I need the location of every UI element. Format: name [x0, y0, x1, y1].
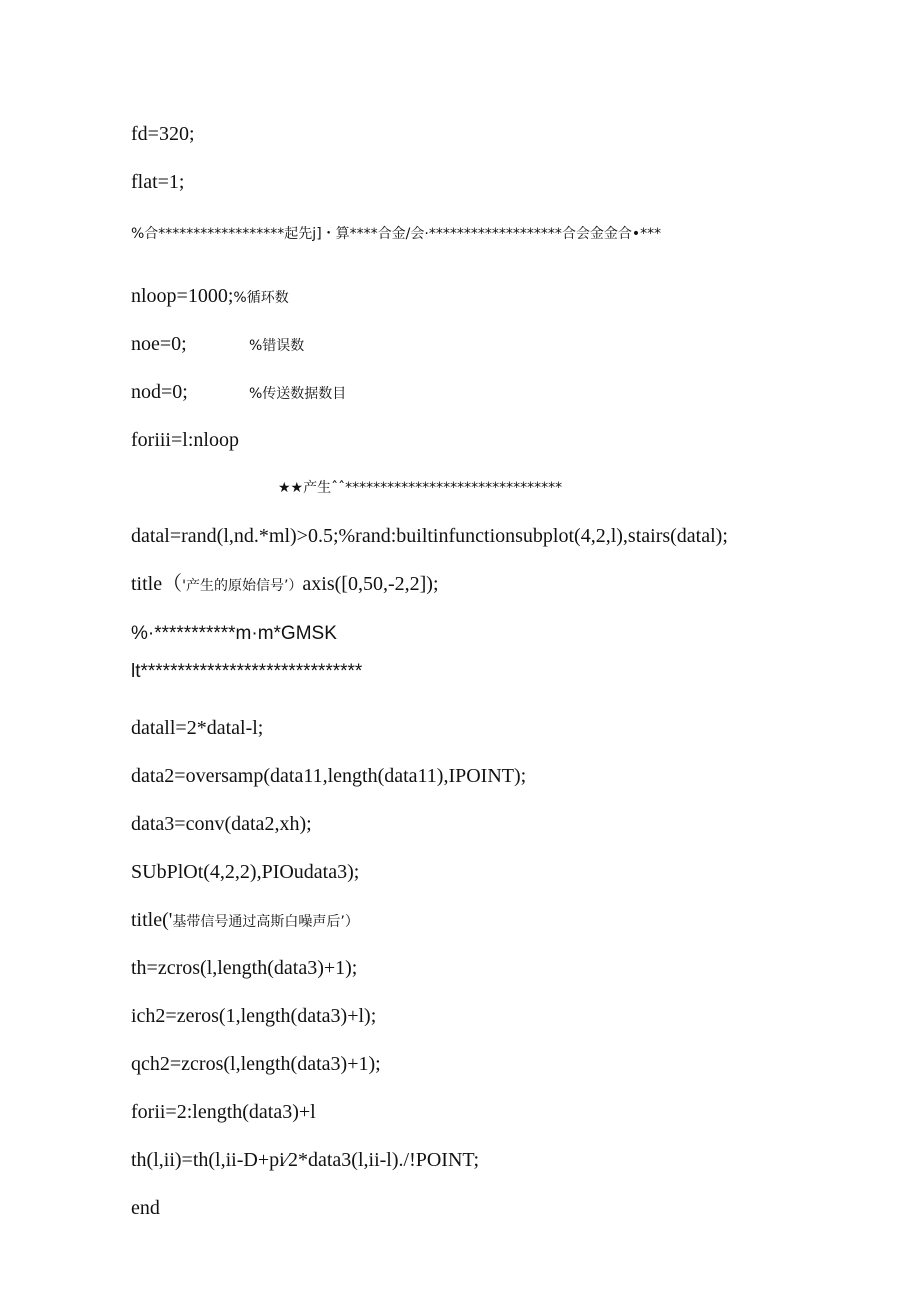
comment-lt-line: lt****************************** — [131, 661, 363, 682]
code-line-data2: data2=oversamp(data11,length(data11),IPOINT); — [131, 765, 527, 787]
code-line-th: th=zcros(l,length(data3)+1); — [131, 957, 358, 979]
code-text: nod=0; — [131, 381, 188, 403]
code-text: noe=0; — [131, 333, 187, 355]
code-line-qch2: qch2=zcros(l,length(data3)+1); — [131, 1053, 381, 1075]
comment-gmsk-line: %·***********m·m*GMSK — [131, 623, 337, 644]
code-line-for-iii: foriii=l:nloop — [131, 429, 239, 451]
code-line-subplot: SUbPlOt(4,2,2),PIOudata3); — [131, 861, 360, 883]
code-line-fd: fd=320; — [131, 123, 195, 145]
code-line-noe — [131, 332, 304, 358]
code-text: axis([0,50,-2,2]); — [302, 573, 439, 595]
code-comment: %循环数 — [233, 290, 289, 306]
code-text: title(' — [131, 909, 173, 931]
code-line-ich2: ich2=zeros(1,length(data3)+l); — [131, 1005, 377, 1027]
code-line-datall: datall=2*datal-l; — [131, 717, 264, 739]
code-line-nod — [131, 380, 346, 406]
code-comment: %错误数 — [249, 338, 305, 354]
code-line-title-original — [131, 572, 439, 598]
code-text: title（ — [131, 573, 183, 595]
comment-stars-line: ★★产生ˆˆ******************************* — [278, 480, 563, 496]
code-line-title-noise — [131, 908, 359, 934]
code-line-end: end — [131, 1197, 160, 1219]
code-line-nloop — [131, 284, 289, 310]
code-line-th-update: th(l,ii)=th(l,ii-D+pi⁄2*data3(l,ii-l)./!POINT; — [131, 1149, 480, 1171]
code-string: '产生的原始信号’） — [182, 578, 303, 594]
code-comment: %传送数据数目 — [249, 386, 347, 402]
code-line-for-ii: forii=2:length(data3)+l — [131, 1101, 316, 1123]
code-string: 基带信号通过高斯白噪声后’） — [172, 914, 359, 930]
code-line-flat: flat=1; — [131, 171, 185, 193]
code-line-data3: data3=conv(data2,xh); — [131, 813, 312, 835]
code-text: nloop=1000; — [131, 285, 234, 307]
comment-banner-line: %合******************起先j]・算****合金/会·*******************合会金金合•*** — [131, 226, 662, 242]
code-line-datal-rand: datal=rand(l,nd.*ml)>0.5;%rand:builtinfunctionsubplot(4,2,l),stairs(datal); — [131, 525, 728, 547]
